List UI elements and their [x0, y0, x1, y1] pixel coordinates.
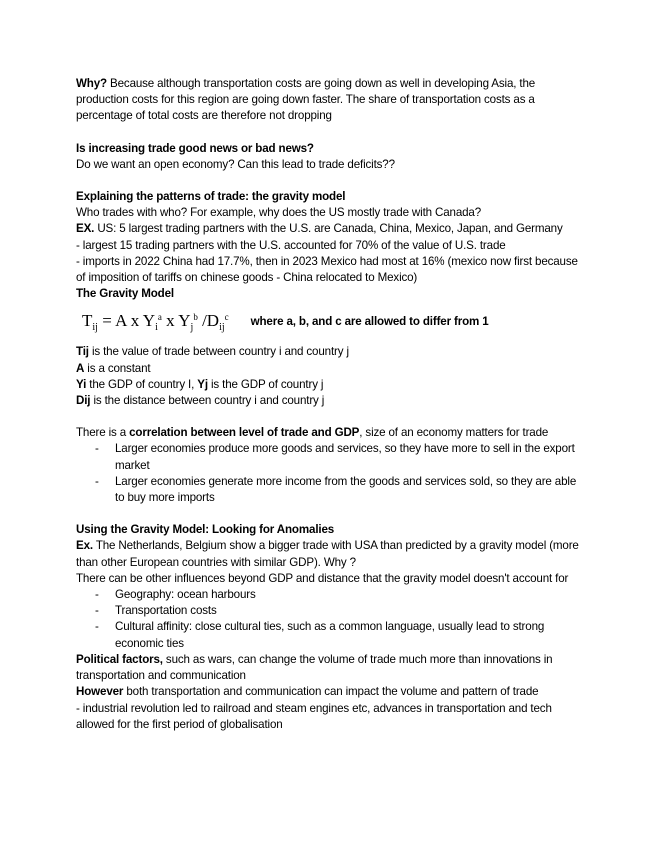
industrial-revolution: - industrial revolution led to railroad and steam engines etc, advances in transportation and tech allowed for the first period of globalisation	[76, 701, 552, 731]
patterns-example	[76, 221, 586, 237]
patterns-question: Who trades with who? For example, why does the US mostly trade with Canada?	[76, 206, 482, 220]
why-label: Why?	[76, 77, 107, 90]
gravity-formula: $T_{ij} = A$ x $Y_i^a$ x $Y_j^b$ $/D_{ij}^c$	[82, 310, 229, 333]
list-item: - Larger economies generate more income from the goods and services sold, so they are able to buy more imports	[76, 474, 586, 506]
correlation-list	[76, 441, 586, 506]
patterns-line-2: - imports in 2022 China had 17.7%, then in 2023 Mexico had most at 16% (mexico now first because of imposition of tariffs on chinese goods - China relocated to Mexico)	[76, 254, 578, 285]
anomalies-heading: Using the Gravity Model: Looking for Anomalies	[76, 523, 335, 537]
why-text: Because although transportation costs are going down as well in developing Asia, the production costs for this region are going down faster. The share of transportation costs as a percentage of total costs are therefore not dropping	[76, 77, 536, 123]
definition-a: A is a constant	[76, 361, 151, 375]
why-paragraph	[76, 76, 586, 125]
trade-news-heading: Is increasing trade good news or bad news?	[76, 141, 314, 155]
definition-yi-yj: Yi the GDP of country I, Yj is the GDP of country j	[76, 377, 324, 391]
list-item: - Larger economies produce more goods and services, so they have more to sell in the export market	[76, 441, 586, 473]
patterns-ex-text: US: 5 largest trading partners with the U.S. are Canada, China, Mexico, Japan, and Germany	[94, 222, 563, 236]
anomalies-example: Ex. The Netherlands, Belgium show a bigger trade with USA than predicted by a gravity model (more than other European countries with similar GDP). Why ?	[76, 539, 579, 569]
trade-news-text: Do we want an open economy? Can this lead to trade deficits??	[76, 157, 395, 171]
patterns-ex-label: EX.	[76, 222, 95, 236]
definition-dij: Dij is the distance between country i and country j	[76, 394, 325, 408]
however-paragraph: However both transportation and communication can impact the volume and pattern of trade	[76, 685, 539, 699]
list-item: - Transportation costs	[76, 603, 586, 619]
anomalies-list	[76, 587, 586, 652]
formula-row	[76, 306, 586, 338]
patterns-line-1: - largest 15 trading partners with the U.S. accounted for 70% of the value of U.S. trade	[76, 238, 506, 252]
anomalies-other: There can be other influences beyond GDP and distance that the gravity model doesn't account for	[76, 571, 569, 585]
definition-tij: Tij is the value of trade between country i and country j	[76, 345, 349, 359]
formula-note: where a, b, and c are allowed to differ from 1	[250, 315, 489, 329]
list-item: - Cultural affinity: close cultural ties, such as a common language, usually lead to strong economic ties	[76, 619, 586, 651]
gravity-model-heading: The Gravity Model	[76, 287, 174, 301]
political-factors: Political factors, such as wars, can change the volume of trade much more than innovations in transportation and communication	[76, 652, 553, 683]
correlation-paragraph: There is a correlation between level of trade and GDP, size of an economy matters for trade	[76, 426, 549, 440]
list-item: - Geography: ocean harbours	[76, 587, 586, 603]
patterns-heading: Explaining the patterns of trade: the gravity model	[76, 190, 346, 204]
document-page	[76, 76, 586, 733]
